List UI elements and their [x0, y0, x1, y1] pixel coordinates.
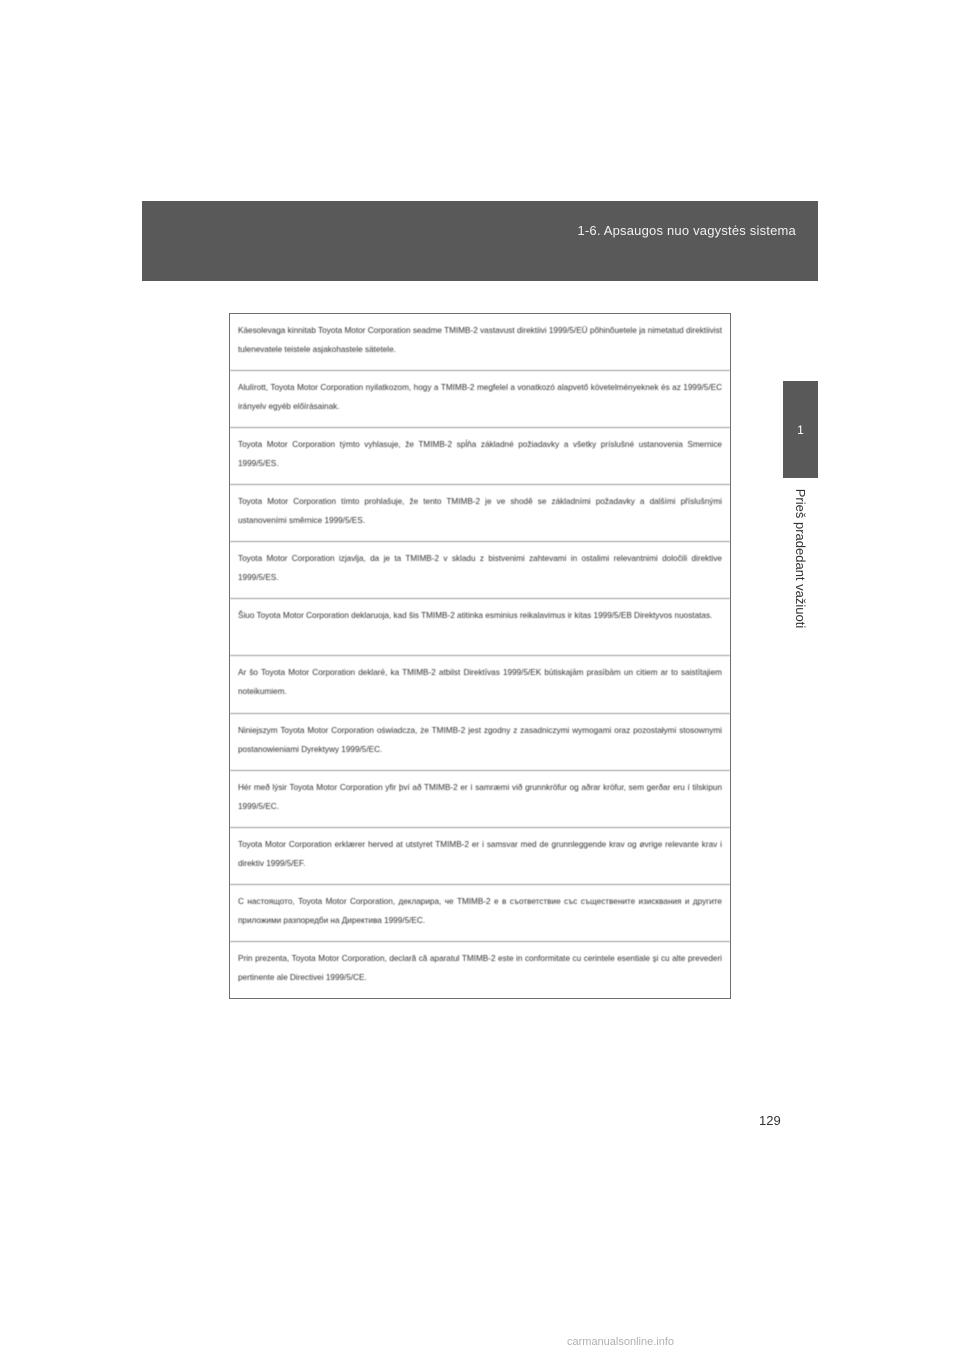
- page-number: 129: [759, 1113, 781, 1128]
- declaration-icelandic: Hér með lýsir Toyota Motor Corporation yfir því að TMIMB-2 er í samræmi við grunnkröfur og aðrar kröfur, sem gerðar eru í tilskipun 1999/5/EC.: [230, 771, 730, 828]
- watermark-link[interactable]: carmanualsonline.info: [567, 1336, 675, 1348]
- chapter-label: Prieš pradedant važiuoti: [793, 488, 809, 628]
- chapter-label-vertical: [783, 488, 818, 628]
- declaration-czech: Toyota Motor Corporation tímto prohlašuje, že tento TMIMB-2 je ve shodě se základními požadavky a dalšími příslušnými ustanoveními směrnice 1999/5/ES.: [230, 485, 730, 542]
- declaration-polish: Niniejszym Toyota Motor Corporation oświadcza, że TMIMB-2 jest zgodny z zasadniczymi wymogami oraz pozostałymi stosownymi postanowieniami Dyrektywy 1999/5/EC.: [230, 714, 730, 771]
- declaration-latvian: Ar šo Toyota Motor Corporation deklarē, ka TMIMB-2 atbilst Direktīvas 1999/5/EK būtiskajām prasībām un citiem ar to saistītajiem noteikumiem.: [230, 656, 730, 713]
- declaration-bulgarian: С настоящото, Toyota Motor Corporation, декларира, че TMIMB-2 е в съответствие със съществените изисквания и другите приложими разпоредби на Директива 1999/5/ЕС.: [230, 885, 730, 942]
- declaration-lithuanian: Šiuo Toyota Motor Corporation deklaruoja, kad šis TMIMB-2 atitinka esminius reikalavimus ir kitas 1999/5/EB Direktyvos nuostatas.: [230, 599, 730, 656]
- declaration-slovak: Toyota Motor Corporation týmto vyhlasuje, že TMIMB-2 spĺňa základné požiadavky a všetky príslušné ustanovenia Smernice 1999/5/ES.: [230, 428, 730, 485]
- declaration-estonian: Käesolevaga kinnitab Toyota Motor Corporation seadme TMIMB-2 vastavust direktiivi 1999/5/EÜ põhinõuetele ja nimetatud direktiivist tulenevatele teistele asjakohastele sätetele.: [230, 314, 730, 371]
- declaration-slovenian: Toyota Motor Corporation izjavlja, da je ta TMIMB-2 v skladu z bistvenimi zahtevami in ostalimi relevantnimi določili direktive 1999/5/ES.: [230, 542, 730, 599]
- declaration-table: [229, 313, 731, 999]
- declaration-norwegian: Toyota Motor Corporation erklærer herved at utstyret TMIMB-2 er i samsvar med de grunnleggende krav og øvrige relevante krav i direktiv 1999/5/EF.: [230, 828, 730, 885]
- declaration-hungarian: Alulírott, Toyota Motor Corporation nyilatkozom, hogy a TMIMB-2 megfelel a vonatkozó alapvető követelményeknek és az 1999/5/EC irányelv egyéb előírásainak.: [230, 371, 730, 428]
- section-title: 1-6. Apsaugos nuo vagystės sistema: [577, 223, 796, 238]
- declaration-romanian: Prin prezenta, Toyota Motor Corporation, declară că aparatul TMIMB-2 este in conformitate cu cerintele esentiale şi cu alte prevederi pertinente ale Directivei 1999/5/CE.: [238, 953, 722, 982]
- chapter-tab: [783, 381, 818, 478]
- section-header-band: [142, 201, 818, 281]
- chapter-number: 1: [797, 422, 804, 437]
